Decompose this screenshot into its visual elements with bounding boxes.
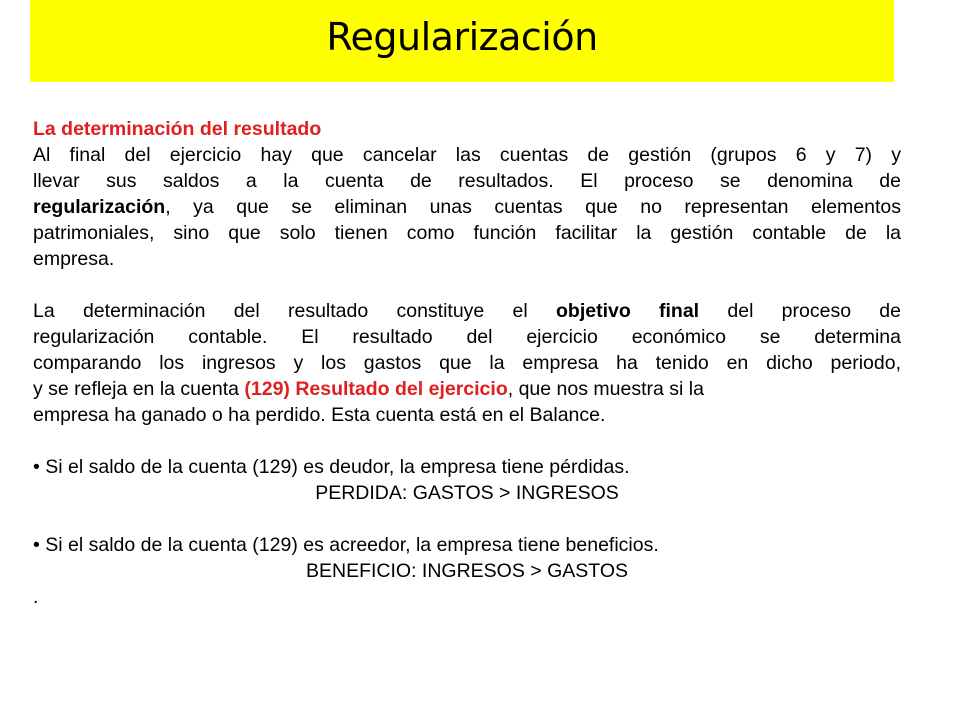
spacer	[33, 506, 901, 532]
spacer	[33, 272, 901, 298]
paragraph-regularizacion	[33, 142, 901, 272]
formula-perdida: PERDIDA: GASTOS > INGRESOS	[315, 482, 619, 504]
slide-title: Regularización	[326, 15, 598, 59]
paragraph2-line1-post: del proceso de	[699, 300, 901, 322]
paragraph2-line3: comparando los ingresos y los gastos que la empresa ha tenido en dicho periodo,	[33, 352, 901, 374]
paragraph2-line1	[33, 298, 901, 324]
slide-body	[33, 116, 901, 610]
objetivo-final-term: objetivo final	[556, 300, 700, 322]
paragraph1-line3-rest: , ya que se eliminan unas cuentas que no representan elementos	[165, 196, 901, 218]
paragraph2-line4-pre: y se refleja en la cuenta	[33, 378, 245, 400]
paragraph1-line3	[33, 194, 901, 220]
paragraph1-line1: Al final del ejercicio hay que cancelar las cuentas de gestión (grupos 6 y 7) y	[33, 144, 901, 166]
regularizacion-term: regularización	[33, 196, 166, 218]
paragraph2-line2: regularización contable. El resultado del ejercicio económico se determina	[33, 326, 901, 348]
paragraph2-line5: empresa ha ganado o ha perdido. Esta cuenta está en el Balance.	[33, 404, 606, 426]
paragraph2-line4	[33, 376, 901, 402]
formula-beneficio: BENEFICIO: INGRESOS > GASTOS	[305, 560, 628, 582]
account-129-name: (129) Resultado del ejercicio	[244, 378, 508, 400]
paragraph2-line1-pre: La determinación del resultado constituye el	[33, 300, 556, 322]
paragraph1-line2: llevar sus saldos a la cuenta de resultados. El proceso se denomina de	[33, 170, 901, 192]
trailing-dot: .	[33, 586, 39, 608]
bullet-perdidas: • Si el saldo de la cuenta (129) es deudor, la empresa tiene pérdidas.	[33, 456, 630, 478]
section-heading: La determinación del resultado	[33, 118, 322, 140]
paragraph2-line4-post: , que nos muestra si la	[507, 378, 704, 400]
paragraph-resultado	[33, 298, 901, 428]
title-banner	[30, 0, 894, 82]
spacer	[33, 428, 901, 454]
paragraph1-line5: empresa.	[33, 248, 115, 270]
paragraph1-line4: patrimoniales, sino que solo tienen como función facilitar la gestión contable de la	[33, 222, 901, 244]
bullet-beneficios: • Si el saldo de la cuenta (129) es acreedor, la empresa tiene beneficios.	[33, 534, 659, 556]
